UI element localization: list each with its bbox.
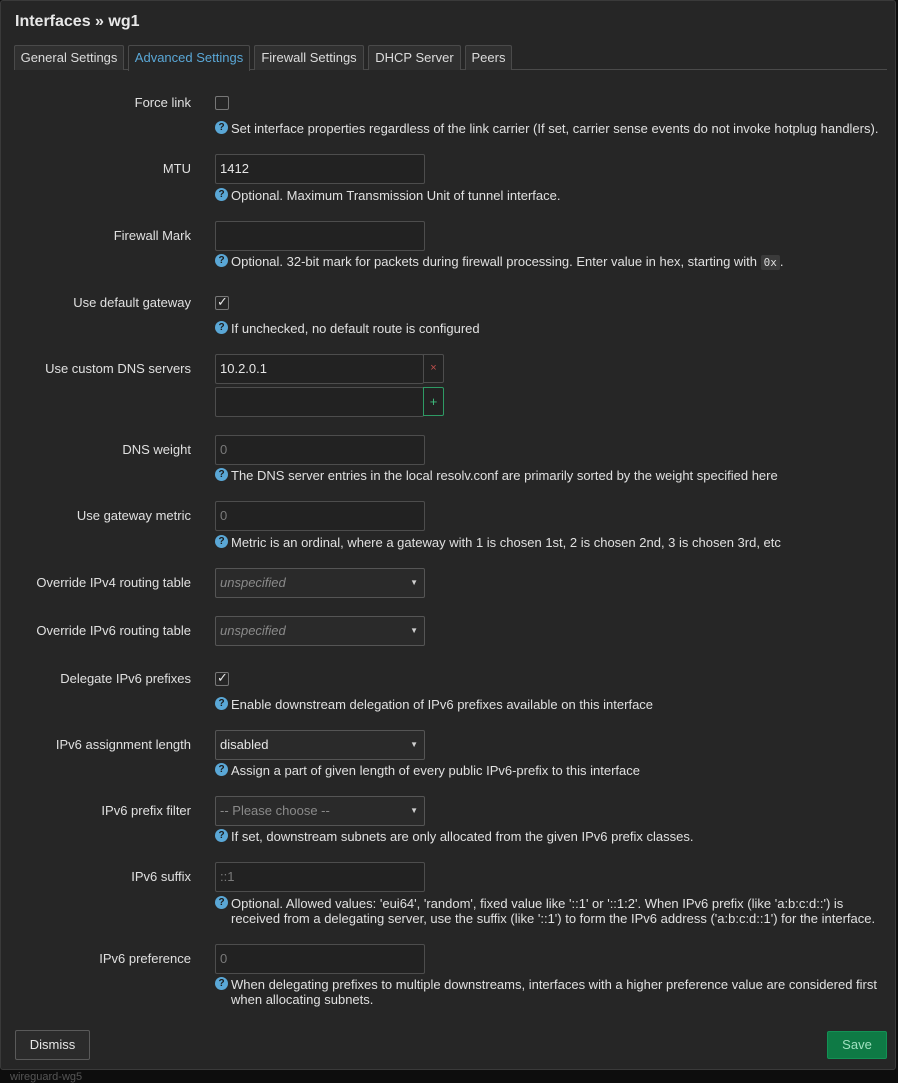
prefix-filter-label: IPv6 prefix filter xyxy=(101,803,191,818)
tab-firewall-settings[interactable]: Firewall Settings xyxy=(254,45,364,70)
dns-weight-label: DNS weight xyxy=(122,442,191,457)
mtu-input[interactable]: 1412 xyxy=(215,154,425,184)
dns-add-button[interactable]: + xyxy=(423,387,444,416)
background-underlay-text: wireguard-wg5 xyxy=(10,1071,83,1083)
ipv6-preference-label: IPv6 preference xyxy=(99,951,191,966)
mtu-help: ? Optional. Maximum Transmission Unit of tunnel interface. xyxy=(215,188,885,203)
ipv6-preference-input[interactable]: 0 xyxy=(215,944,425,974)
ipv6-table-select[interactable]: unspecified ▼ xyxy=(215,616,425,646)
assign-length-help: ? Assign a part of given length of every public IPv6-prefix to this interface xyxy=(215,763,885,778)
dns-entry-input[interactable]: 10.2.0.1 xyxy=(215,354,424,384)
ipv6-preference-help: ? When delegating prefixes to multiple downstreams, interfaces with a higher preference value are considered first when allocating subnets. xyxy=(215,977,885,1007)
hex-prefix-code: 0x xyxy=(761,255,780,270)
help-icon: ? xyxy=(215,977,228,990)
gateway-metric-label: Use gateway metric xyxy=(76,508,191,523)
tab-bar xyxy=(14,45,887,70)
ipv6-suffix-help: ? Optional. Allowed values: 'eui64', 'random', fixed value like '::1' or '::1:2'. When IPv6 prefix (like 'a:b:c:d::') is received from a delegating server, use the suffix (like '::1') to form the IPv6 address ('a:b:c:d::1') for the interface. xyxy=(215,896,885,926)
firewall-mark-input[interactable] xyxy=(215,221,425,251)
assign-length-select[interactable]: disabled ▼ xyxy=(215,730,425,760)
ipv6-suffix-label: IPv6 suffix xyxy=(131,869,191,884)
firewall-mark-label: Firewall Mark xyxy=(113,228,191,243)
caret-down-icon: ▼ xyxy=(410,806,418,815)
help-icon: ? xyxy=(215,697,228,710)
tab-dhcp-server[interactable]: DHCP Server xyxy=(368,45,461,70)
caret-down-icon: ▼ xyxy=(410,740,418,749)
dns-new-entry-input[interactable] xyxy=(215,387,424,417)
dns-remove-button[interactable]: × xyxy=(423,354,444,383)
force-link-label: Force link xyxy=(134,95,191,110)
delegate-prefixes-checkbox[interactable] xyxy=(215,672,229,686)
default-gateway-help: ? If unchecked, no default route is configured xyxy=(215,321,885,336)
default-gateway-label: Use default gateway xyxy=(73,295,191,310)
help-icon: ? xyxy=(215,121,228,134)
check-icon: ✓ xyxy=(217,294,228,309)
dns-weight-help: ? The DNS server entries in the local resolv.conf are primarily sorted by the weight specified here xyxy=(215,468,885,483)
prefix-filter-help: ? If set, downstream subnets are only allocated from the given IPv6 prefix classes. xyxy=(215,829,885,844)
help-icon: ? xyxy=(215,254,228,267)
custom-dns-label: Use custom DNS servers xyxy=(45,361,191,376)
mtu-label: MTU xyxy=(162,161,191,176)
help-icon: ? xyxy=(215,896,228,909)
ipv4-table-select[interactable]: unspecified ▼ xyxy=(215,568,425,598)
tab-general-settings[interactable]: General Settings xyxy=(14,45,124,70)
force-link-checkbox[interactable] xyxy=(215,96,229,110)
default-gateway-checkbox[interactable] xyxy=(215,296,229,310)
ipv4-table-label: Override IPv4 routing table xyxy=(36,575,191,590)
modal-title: Interfaces » wg1 xyxy=(15,13,140,30)
caret-down-icon: ▼ xyxy=(410,626,418,635)
save-button[interactable]: Save xyxy=(827,1031,887,1059)
ipv6-suffix-input[interactable]: ::1 xyxy=(215,862,425,892)
caret-down-icon: ▼ xyxy=(410,578,418,587)
dismiss-button[interactable]: Dismiss xyxy=(15,1030,90,1060)
help-icon: ? xyxy=(215,763,228,776)
check-icon: ✓ xyxy=(217,670,228,685)
assign-length-label: IPv6 assignment length xyxy=(55,737,191,752)
help-icon: ? xyxy=(215,321,228,334)
delegate-prefixes-label: Delegate IPv6 prefixes xyxy=(60,671,191,686)
tab-peers[interactable]: Peers xyxy=(465,45,512,70)
tab-advanced-settings[interactable]: Advanced Settings xyxy=(128,45,250,71)
force-link-help: ? Set interface properties regardless of the link carrier (If set, carrier sense events do not invoke hotplug handlers). xyxy=(215,121,885,136)
help-icon: ? xyxy=(215,829,228,842)
help-icon: ? xyxy=(215,535,228,548)
help-icon: ? xyxy=(215,468,228,481)
gateway-metric-help: ? Metric is an ordinal, where a gateway with 1 is chosen 1st, 2 is chosen 2nd, 3 is chosen 3rd, etc xyxy=(215,535,885,550)
help-icon: ? xyxy=(215,188,228,201)
gateway-metric-input[interactable]: 0 xyxy=(215,501,425,531)
prefix-filter-select[interactable]: -- Please choose -- ▼ xyxy=(215,796,425,826)
firewall-mark-help: ? Optional. 32-bit mark for packets during firewall processing. Enter value in hex, starting with 0x . xyxy=(215,254,885,270)
delegate-prefixes-help: ? Enable downstream delegation of IPv6 prefixes available on this interface xyxy=(215,697,885,712)
ipv6-table-label: Override IPv6 routing table xyxy=(36,623,191,638)
dns-weight-input[interactable]: 0 xyxy=(215,435,425,465)
